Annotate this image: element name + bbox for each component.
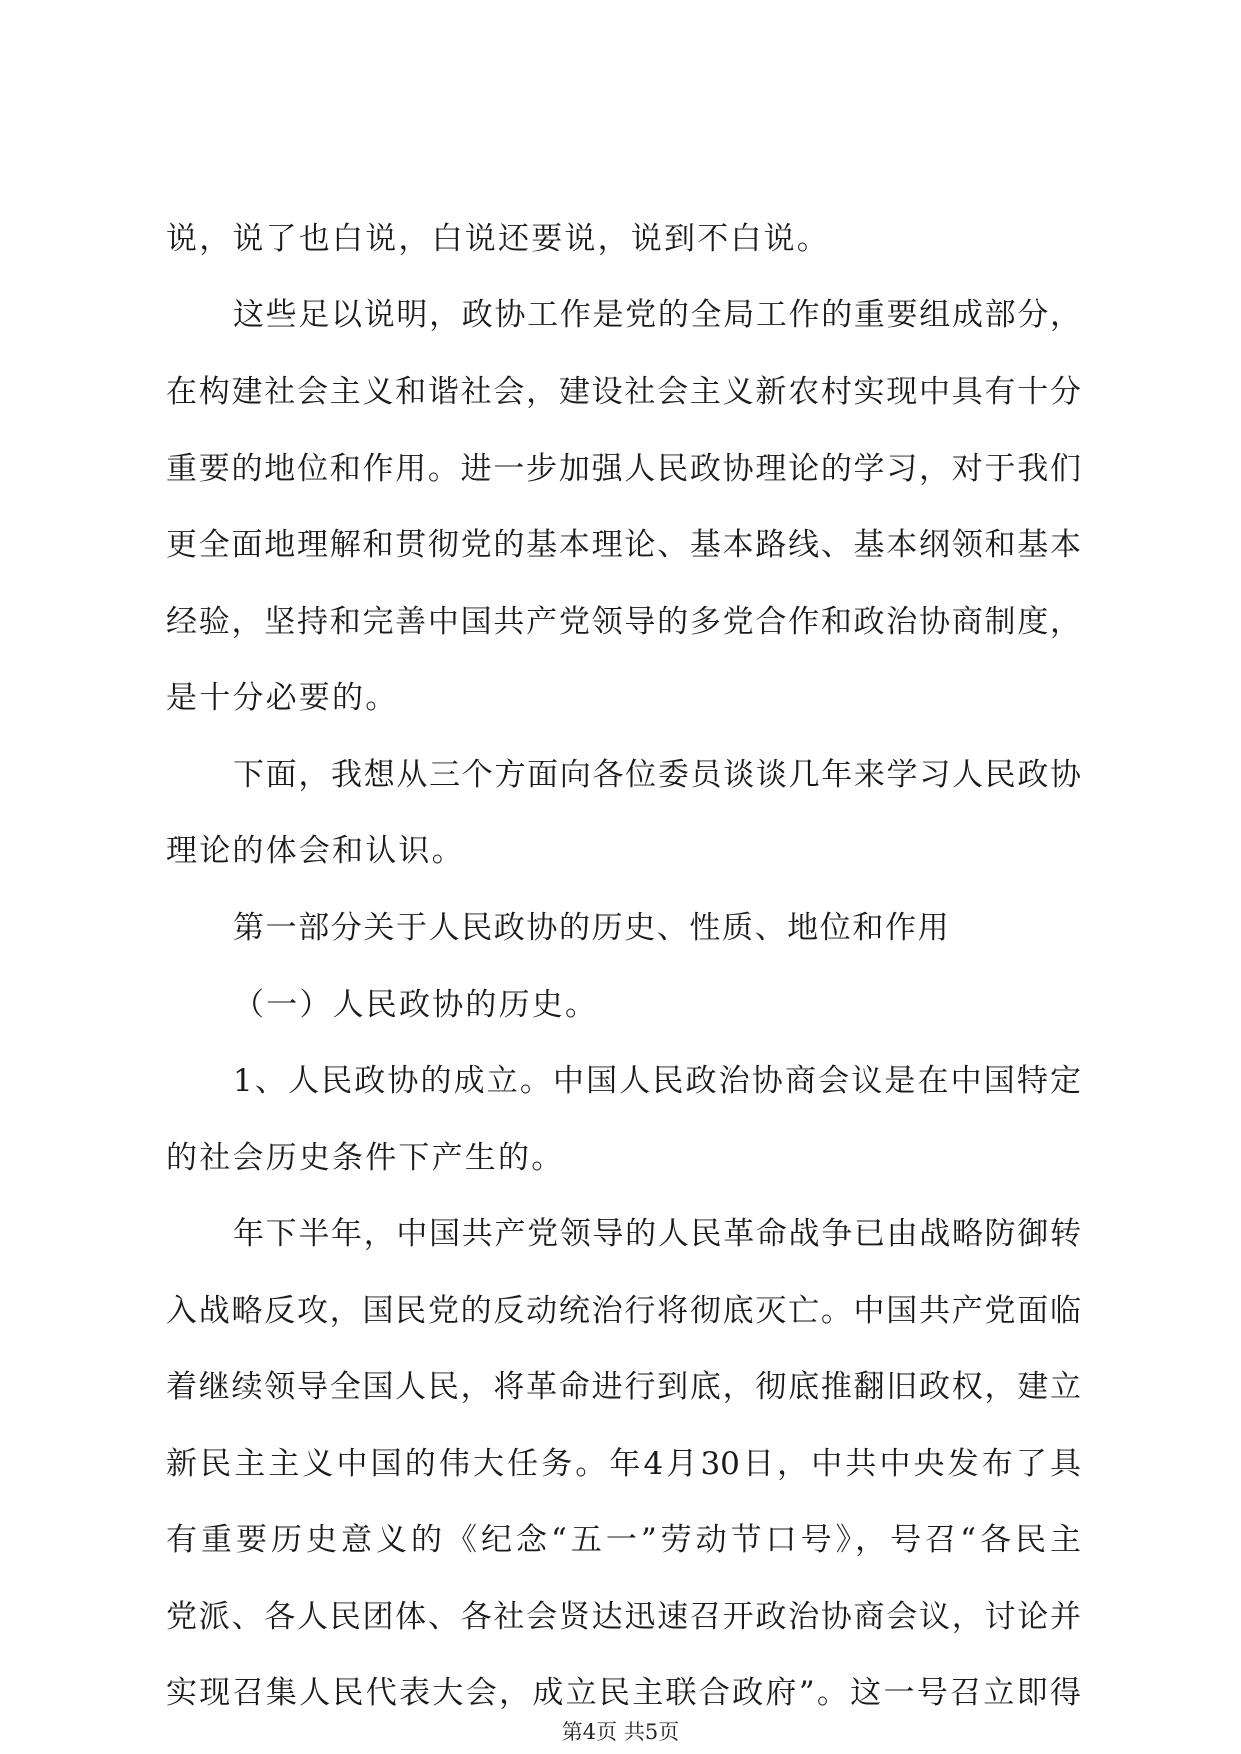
text-line-6: 经验，坚持和完善中国共产党领导的多党合作和政治协商制度， (166, 604, 1081, 640)
text-line-15: 入战略反攻，国民党的反动统治行将彻底灭亡。中国共产党面临 (166, 1293, 1081, 1329)
section-heading: 第一部分关于人民政协的历史、性质、地位和作用 (233, 910, 951, 946)
text-line-12: 1、人民政协的成立。中国人民政治协商会议是在中国特定 (233, 1063, 1081, 1099)
text-line-14: 年下半年，中国共产党领导的人民革命战争已由战略防御转 (233, 1216, 1081, 1252)
text-line-3: 在构建社会主义和谐社会，建设社会主义新农村实现中具有十分 (166, 374, 1081, 410)
page-number-footer: 第4页 共5页 (561, 1720, 680, 1744)
text-line-19: 党派、各人民团体、各社会贤达迅速召开政治协商会议，讨论并 (166, 1599, 1081, 1635)
text-line-18: 有重要历史意义的《纪念“五一”劳动节口号》，号召“各民主 (166, 1522, 1081, 1558)
text-line-16: 着继续领导全国人民，将革命进行到底，彻底推翻旧政权，建立 (166, 1369, 1081, 1405)
text-line-13: 的社会历史条件下产生的。 (166, 1140, 565, 1176)
text-line-9: 理论的体会和认识。 (166, 833, 465, 869)
text-line-1: 说，说了也白说，白说还要说，说到不白说。 (166, 221, 830, 257)
text-line-8: 下面，我想从三个方面向各位委员谈谈几年来学习人民政协 (233, 757, 1081, 793)
subsection-heading: （一）人民政协的历史。 (233, 987, 599, 1023)
text-line-20: 实现召集人民代表大会，成立民主联合政府”。这一号召立即得 (166, 1675, 1081, 1711)
text-line-7: 是十分必要的。 (166, 680, 399, 716)
text-line-4: 重要的地位和作用。进一步加强人民政协理论的学习，对于我们 (166, 451, 1081, 487)
text-line-17: 新民主主义中国的伟大任务。年4月30日，中共中央发布了具 (166, 1446, 1081, 1482)
text-line-2: 这些足以说明，政协工作是党的全局工作的重要组成部分， (233, 297, 1081, 333)
text-line-5: 更全面地理解和贯彻党的基本理论、基本路线、基本纲领和基本 (166, 527, 1081, 563)
